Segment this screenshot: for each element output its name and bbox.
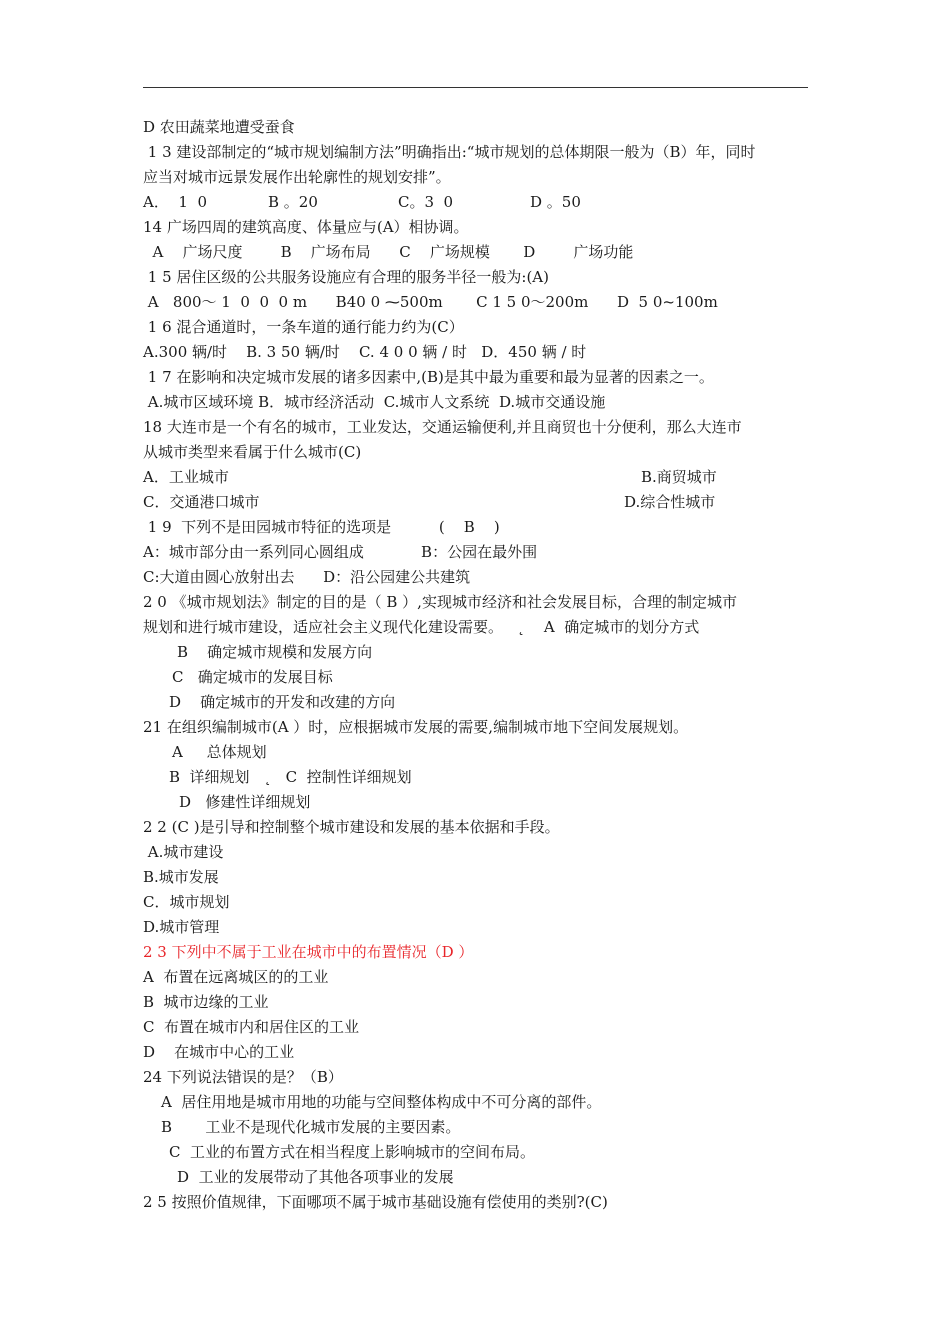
text-line: 1 9 下列不是田园城市特征的选项是 ( B ) (143, 518, 500, 536)
text-line: B 城市边缘的工业 (143, 993, 269, 1011)
text-line: A．工业城市 (143, 468, 229, 486)
header-rule (143, 87, 808, 88)
text-line: 1 7 在影响和决定城市发展的诸多因素中,(B)是其中最为重要和最为显著的因素之一。 (143, 368, 714, 386)
text-line: 从城市类型来看属于什么城市(C) (143, 443, 362, 461)
text-line: D.综合性城市 (624, 493, 716, 511)
text-line: A 总体规划 (172, 743, 267, 761)
text-line: C:大道由圆心放射出去 D：沿公园建公共建筑 (143, 568, 471, 586)
text-line: 21 在组织编制城市(A ）时，应根据城市发展的需要,编制城市地下空间发展规划。 (143, 718, 689, 736)
text-line: B 确定城市规模和发展方向 (177, 643, 373, 661)
text-line: A 广场尺度 B 广场布局 C 广场规模 D 广场功能 (143, 243, 634, 261)
text-line: C 布置在城市内和居住区的工业 (143, 1018, 360, 1036)
text-line: 1 6 混合通道时，一条车道的通行能力约为(C） (143, 318, 464, 336)
text-line: B.商贸城市 (641, 468, 717, 486)
text-line: A 居住用地是城市用地的功能与空间整体构成中不可分离的部件。 (161, 1093, 602, 1111)
text-line: 1 5 居住区级的公共服务设施应有合理的服务半径一般为:(A) (143, 268, 549, 286)
text-line: 2 2 (C )是引导和控制整个城市建设和发展的基本依据和手段。 (143, 818, 560, 836)
text-line: D 农田蔬菜地遭受蚕食 (143, 118, 295, 136)
text-line: A 800～ 1 0 0 0 m B40 0 ⁓500m C 1 5 0～200m D 5 0~100m (143, 293, 718, 311)
text-line: C 确定城市的发展目标 (172, 668, 333, 686)
text-line: 24 下列说法错误的是？（B） (143, 1068, 343, 1086)
text-line: C．交通港口城市 (143, 493, 260, 511)
text-line: D 修建性详细规划 (179, 793, 311, 811)
text-line: C 工业的布置方式在相当程度上影响城市的空间布局。 (169, 1143, 536, 1161)
text-line: B 。20 (268, 193, 318, 211)
text-line: C．城市规划 (143, 893, 230, 911)
text-line: A.300 辆/时 B. 3 50 辆/时 C. 4 0 0 辆 / 时 D．450 辆 / 时 (143, 343, 587, 361)
text-line: D 。50 (530, 193, 581, 211)
text-line: 1 3 建设部制定的“城市规划编制方法”明确指出:“城市规划的总体期限一般为（B）年，同时 (143, 143, 756, 161)
text-line: 2 5 按照价值规律，下面哪项不属于城市基础设施有偿使用的类别?(C) (143, 1193, 608, 1211)
text-line: 规划和进行城市建设，适应社会主义现代化建设需要。 ˛ A 确定城市的划分方式 (143, 618, 700, 636)
text-line: A.城市建设 (143, 843, 224, 861)
text-line: A 布置在远离城区的的工业 (143, 968, 329, 986)
text-line: 应当对城市远景发展作出轮廓性的规划安排”。 (143, 168, 451, 186)
text-line: A.城市区域环境 B．城市经济活动 C.城市人文系统 D.城市交通设施 (143, 393, 606, 411)
text-line: 2 0 《城市规划法》制定的目的是（ B ）,实现城市经济和社会发展目标，合理的制定城市 (143, 593, 737, 611)
text-line: 2 3 下列中不属于工业在城市中的布置情况（D ） (143, 943, 474, 961)
text-line: B.城市发展 (143, 868, 219, 886)
text-line: D 在城市中心的工业 (143, 1043, 295, 1061)
text-line: 14 广场四周的建筑高度、体量应与(A）相协调。 (143, 218, 469, 236)
text-line: 18 大连市是一个有名的城市，工业发达，交通运输便利,并且商贸也十分便利，那么大连市 (143, 418, 742, 436)
text-line: D 确定城市的开发和改建的方向 (169, 693, 396, 711)
text-line: A． 1 0 (143, 193, 207, 211)
text-line: B 工业不是现代化城市发展的主要因素。 (161, 1118, 461, 1136)
text-line: A：城市部分由一系列同心圆组成 B：公园在最外围 (143, 543, 538, 561)
text-line: D 工业的发展带动了其他各项事业的发展 (177, 1168, 454, 1186)
text-line: C。3 0 (398, 193, 454, 211)
text-line: B 详细规划 ˛ C 控制性详细规划 (169, 768, 412, 786)
text-line: D.城市管理 (143, 918, 220, 936)
